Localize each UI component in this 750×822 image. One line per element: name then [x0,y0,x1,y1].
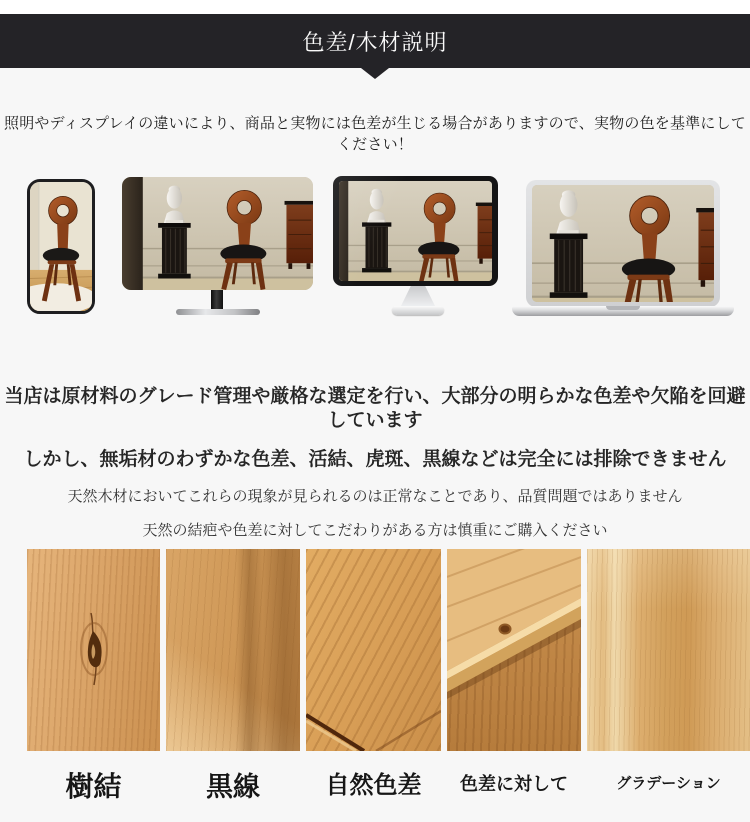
diagonal-line-detail [306,549,441,751]
flat-monitor-stand-pole [211,290,223,309]
wood-label: 自然色差 [325,772,422,799]
wood-label: 樹結 [65,771,122,802]
flat-monitor-mockup [122,177,313,290]
smartphone-screen-image [30,182,92,311]
wood-feature-gallery [0,549,750,805]
top-white-strip [0,0,750,14]
note-line: しかし、無垢材のわずかな色差、活結、虎斑、黒線などは完全には排除できません [23,449,727,470]
wood-natural-color-photo [306,549,441,751]
note-line: 天然の結疤や色差に対してこだわりがある方は慎重にご購入ください [142,522,608,539]
note-line: 当店は原材料のグレード管理や厳格な選定を行い、大部分の明らかな色差や欠陥を回避しています [4,386,746,431]
knot-detail [27,549,160,751]
wood-feature-gradation [587,549,750,793]
wood-feature-natural-color-difference [306,549,441,800]
laptop-mockup [526,180,720,307]
laptop-screen [532,185,714,302]
wood-gradation-photo [587,549,750,751]
desktop-monitor-screen-image [339,181,492,281]
wood-black-line-photo [166,549,300,751]
laptop-base [512,306,734,316]
flat-monitor-stand-base [176,309,260,315]
intro-text: 照明やディスプレイの違いにより、商品と実物には色差が生じる場合がありますので、実物の色を基準にしてください！ [4,115,746,153]
page-title: 色差/木材説明 [302,29,448,55]
quality-notes [0,385,750,541]
device-mockup-row [0,176,750,326]
note-line: 天然木材においてこれらの現象が見られるのは正常なことであり、品質問題ではありません [67,488,683,505]
laptop-screen-image [532,185,714,302]
section-header [0,14,750,68]
desktop-monitor-stand-neck [400,286,436,308]
flat-monitor-screen-image [122,177,313,290]
wood-feature-color-difference [447,549,581,796]
wood-feature-black-line [166,549,300,804]
wood-knot-photo [27,549,160,751]
desktop-monitor-stand-foot [392,306,444,315]
laptop-base-notch [606,306,640,310]
wood-label: グラデーション [616,775,721,792]
wood-corner-photo [447,549,581,751]
wood-label: 黒線 [206,772,260,802]
desktop-monitor-screen [339,181,492,281]
header-pointer-triangle [361,68,389,79]
table-corner-detail [447,549,581,751]
wood-label: 色差に対して [460,774,568,794]
desktop-monitor-mockup [333,176,498,286]
wood-feature-knot [27,549,160,805]
smartphone-mockup [27,179,95,314]
